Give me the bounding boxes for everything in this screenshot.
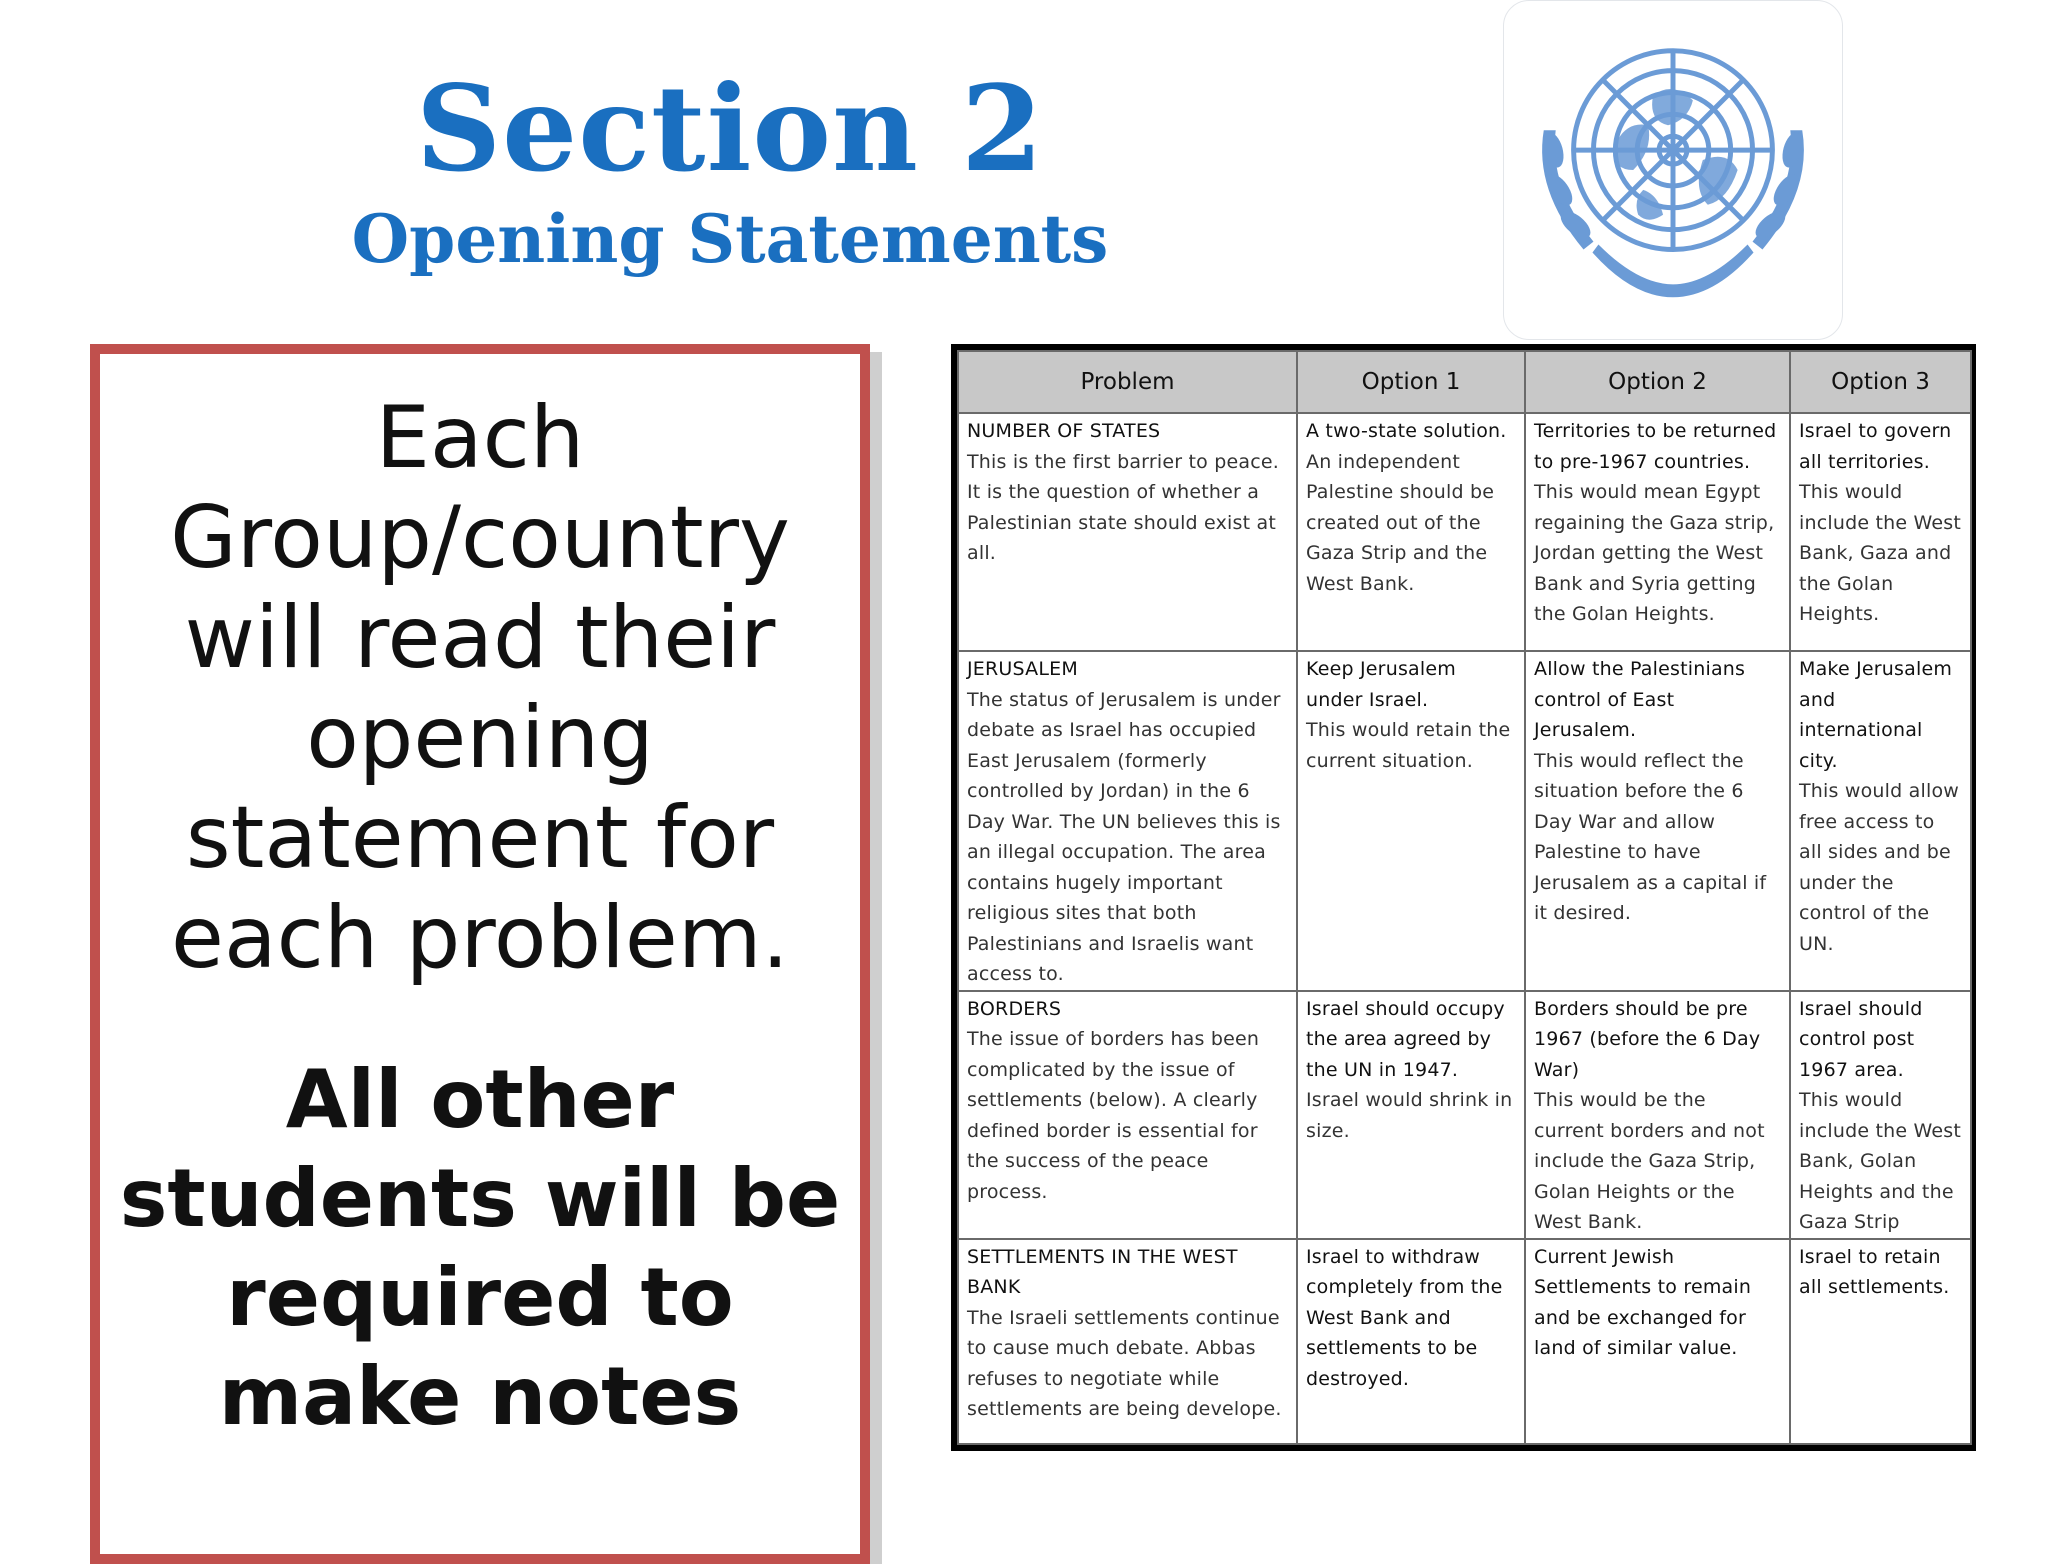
problem-cell <box>958 651 1297 991</box>
option-detail: This would retain the current situation. <box>1306 719 1511 772</box>
problem-title: BORDERS <box>967 997 1062 1020</box>
option-3-cell <box>1790 651 1971 991</box>
table-row <box>958 651 1971 991</box>
option-main: Current Jewish Settlements to remain and be exchanged for land of similar value. <box>1534 1245 1752 1359</box>
option-3-cell <box>1790 991 1971 1239</box>
option-main: Make Jerusalem and international city. <box>1799 658 1953 772</box>
table-row <box>958 413 1971 651</box>
instruction-text: Each Group/country will read their opening statement for each problem. <box>170 388 790 988</box>
problem-title: JERUSALEM <box>967 658 1078 680</box>
problem-cell <box>958 1239 1297 1445</box>
table-header-row <box>958 351 1971 413</box>
option-main: Israel to retain all settlements. <box>1799 1245 1950 1298</box>
slide-subtitle: Opening Statements <box>351 200 1109 278</box>
option-main: Allow the Palestinians control of East Jerusalem. <box>1534 658 1746 741</box>
problem-description: The Israeli settlements continue to cause much debate. Abbas refuses to negotiate while settlements are being develope. <box>967 1306 1282 1420</box>
option-main: Israel should occupy the area agreed by the UN in 1947. <box>1306 997 1505 1081</box>
options-table <box>951 344 1976 1451</box>
option-1-cell <box>1297 991 1525 1239</box>
header-problem: Problem <box>958 351 1297 413</box>
option-detail: This would include the West Bank, Gaza and the Golan Heights. <box>1799 481 1962 625</box>
option-detail: This would be the current borders and not include the Gaza Strip, Golan Heights or the West Bank. <box>1534 1089 1765 1233</box>
options-table-grid <box>957 350 1972 1445</box>
header-option-1: Option 1 <box>1297 351 1525 413</box>
option-3-cell <box>1790 413 1971 651</box>
problem-title: NUMBER OF STATES <box>967 420 1161 442</box>
problem-description: This is the first barrier to peace. It is the question of whether a Palestinian state should exist at all. <box>967 450 1279 564</box>
table-row <box>958 1239 1971 1445</box>
instruction-box <box>90 344 870 1564</box>
option-detail: This would reflect the situation before the 6 Day War and allow Palestine to have Jerusalem as a capital if it desired. <box>1534 749 1767 924</box>
note-text: All other students will be required to make notes <box>119 1053 841 1443</box>
option-2-cell <box>1525 651 1790 991</box>
problem-cell <box>958 413 1297 651</box>
option-main: Israel to govern all territories. <box>1799 420 1952 473</box>
problem-title: SETTLEMENTS IN THE WEST BANK <box>967 1245 1238 1298</box>
option-main: Israel should control post 1967 area. <box>1799 997 1923 1081</box>
option-detail: This would include the West Bank, Golan Heights and the Gaza Strip <box>1799 1089 1962 1233</box>
option-main: Israel to withdraw completely from the West Bank and settlements to be destroyed. <box>1306 1245 1503 1390</box>
problem-description: The status of Jerusalem is under debate as Israel has occupied East Jerusalem (formerly controlled by Jordan) in the 6 Day War. The UN believes this is an illegal occupation. The area contains hugely important religious sites that both Palestinians and Israelis want access to. <box>967 688 1281 985</box>
option-detail: This would mean Egypt regaining the Gaza strip, Jordan getting the West Bank and Syria getting the Golan Heights. <box>1534 481 1775 625</box>
header-option-2: Option 2 <box>1525 351 1790 413</box>
option-detail: An independent Palestine should be created out of the Gaza Strip and the West Bank. <box>1306 450 1495 595</box>
option-main: Keep Jerusalem under Israel. <box>1306 658 1456 711</box>
option-1-cell <box>1297 413 1525 651</box>
option-detail: Israel would shrink in size. <box>1306 1089 1513 1142</box>
option-2-cell <box>1525 1239 1790 1445</box>
un-emblem-icon <box>1503 0 1843 340</box>
header-option-3: Option 3 <box>1790 351 1971 413</box>
option-main: Territories to be returned to pre-1967 countries. <box>1534 420 1777 473</box>
option-2-cell <box>1525 991 1790 1239</box>
problem-cell <box>958 991 1297 1239</box>
option-3-cell <box>1790 1239 1971 1445</box>
option-main: A two-state solution. <box>1306 420 1507 442</box>
un-emblem-graphic <box>1504 1 1842 339</box>
table-row <box>958 991 1971 1239</box>
option-1-cell <box>1297 651 1525 991</box>
slide-title: Section 2 <box>415 59 1045 198</box>
option-main: Borders should be pre 1967 (before the 6 Day War) <box>1534 997 1761 1081</box>
option-1-cell <box>1297 1239 1525 1445</box>
option-detail: This would allow free access to all sides and be under the control of the UN. <box>1799 780 1960 955</box>
option-2-cell <box>1525 413 1790 651</box>
problem-description: The issue of borders has been complicated by the issue of settlements (below). A clearly defined border is essential for the success of the peace process. <box>967 1028 1260 1203</box>
